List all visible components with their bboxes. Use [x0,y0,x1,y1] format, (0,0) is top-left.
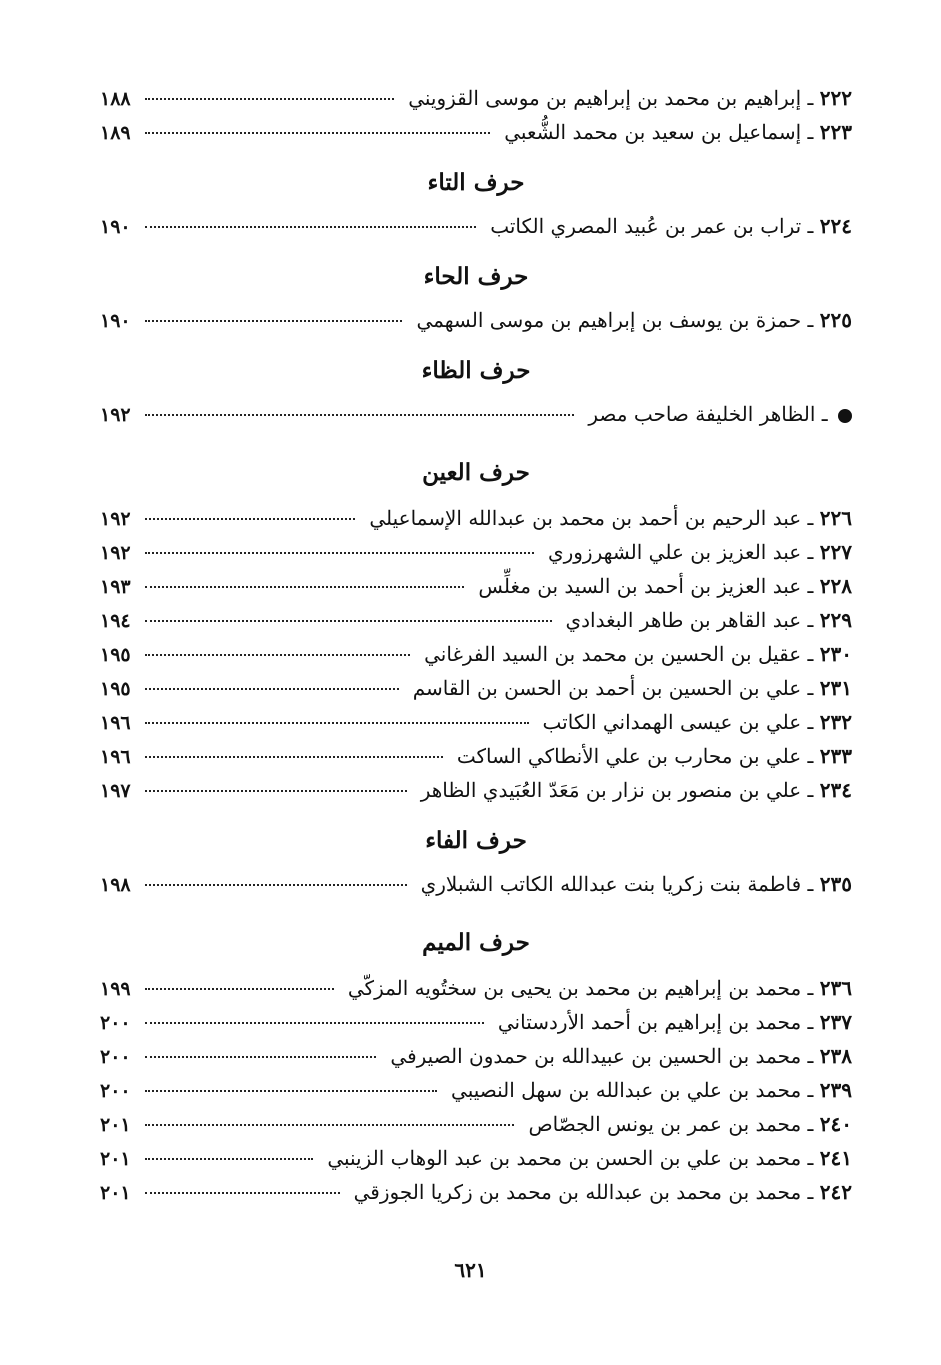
entry-page-number: ١٩٨ [100,874,131,896]
section-heading: حرف الظاء [421,357,531,384]
entry-page-number: ١٩٢ [100,404,131,426]
toc-entry [100,778,852,812]
entry-number: ٢٢٩ [819,608,852,632]
dot-leader [145,790,407,792]
entry-name: عبد القاهر بن طاهر البغدادي [565,608,802,632]
dot-leader [145,414,575,416]
toc-entry [100,976,852,1010]
toc-entry [100,1112,852,1146]
toc-entry [100,86,852,120]
bullet-icon [838,409,852,423]
entry-name: عبد العزيز بن أحمد بن السيد بن مغلِّس [478,574,802,598]
entry-number: ٢٢٥ [819,308,852,332]
entry-number: ٢٣٢ [819,710,852,734]
entry-page-number: ١٩٢ [100,508,131,530]
entry-text: ٢٣٣ ـ علي بن محارب بن علي الأنطاكي الساكت [456,744,852,768]
entry-number: ٢٣٦ [819,976,852,1000]
dot-leader [145,1124,515,1126]
entry-text: ٢٣٥ ـ فاطمة بنت زكريا بنت عبدالله الكاتب الشبلاري [420,872,852,896]
entry-text: ٢٣٦ ـ محمد بن إبراهيم بن محمد بن يحيى بن سختُويه المزكّي [347,976,852,1000]
entry-text: ٢٤٢ ـ محمد بن محمد بن عبدالله بن محمد بن زكريا الجوزقي [353,1180,852,1204]
entry-page-number: ١٩٠ [100,310,131,332]
entry-name: الظاهر الخليفة صاحب مصر [588,402,816,426]
toc-entry [100,120,852,154]
entry-text: ٢٣٤ ـ علي بن منصور بن نزار بن مَعَدّ العُبَيدي الظاهر [420,778,852,802]
entry-name: حمزة بن يوسف بن إبراهيم بن موسى السهمي [416,308,802,332]
entry-name: محمد بن الحسين بن عبيدالله بن حمدون الصيرفي [390,1044,802,1068]
dot-leader [145,552,534,554]
dot-leader [145,320,403,322]
toc-entry [100,1010,852,1044]
toc-entry [100,1044,852,1078]
entry-page-number: ١٩٧ [100,780,131,802]
toc-entry [100,1146,852,1180]
entry-page-number: ١٨٩ [100,122,131,144]
entry-page-number: ١٨٨ [100,88,131,110]
entry-text: ٢٣٧ ـ محمد بن إبراهيم بن أحمد الأردستاني [497,1010,852,1034]
dot-leader [145,1192,340,1194]
entry-page-number: ١٩٣ [100,576,131,598]
entry-text: ٢٢٤ ـ تراب بن عمر بن عُبيد المصري الكاتب [490,214,852,238]
entry-number: ٢٣٧ [819,1010,852,1034]
entry-number: ٢٣٥ [819,872,852,896]
toc-entry [100,1180,852,1214]
entry-page-number: ٢٠٠ [100,1012,131,1034]
entry-page-number: ١٩٥ [100,644,131,666]
dot-leader [145,688,399,690]
entry-name: محمد بن محمد بن عبدالله بن محمد بن زكريا الجوزقي [353,1180,802,1204]
entry-number: ٢٣١ [819,676,852,700]
entry-name: علي بن محارب بن علي الأنطاكي الساكت [456,744,802,768]
entry-number: ٢٣٩ [819,1078,852,1102]
dot-leader [145,518,356,520]
toc-entry [100,214,852,248]
section-heading: حرف العين [422,459,530,486]
entry-text: ـ الظاهر الخليفة صاحب مصر [588,402,852,426]
section-heading: حرف الفاء [425,827,527,854]
entry-name: فاطمة بنت زكريا بنت عبدالله الكاتب الشبلاري [420,872,802,896]
entry-number: ٢٤٠ [819,1112,852,1136]
entry-text: ٢٢٢ ـ إبراهيم بن محمد بن إبراهيم بن موسى القزويني [408,86,852,110]
entry-page-number: ٢٠٠ [100,1080,131,1102]
dot-leader [145,1158,314,1160]
toc-entry [100,1078,852,1112]
toc-entry [100,872,852,906]
toc-entry [100,744,852,778]
dot-leader [145,586,465,588]
dot-leader [145,1056,377,1058]
dot-leader [145,98,395,100]
entry-text: ٢٢٥ ـ حمزة بن يوسف بن إبراهيم بن موسى السهمي [416,308,852,332]
entry-text: ٢٢٩ ـ عبد القاهر بن طاهر البغدادي [565,608,852,632]
section-heading: حرف الحاء [423,263,529,290]
table-of-contents [100,86,852,1214]
entry-name: محمد بن إبراهيم بن محمد بن يحيى بن سختُويه المزكّي [347,976,802,1000]
toc-entry [100,642,852,676]
entry-name: إسماعيل بن سعيد بن محمد الشُّعبي [504,120,802,144]
entry-number: ٢٢٣ [819,120,852,144]
dot-leader [145,654,410,656]
entry-number: ٢٢٦ [819,506,852,530]
entry-number: ٢٤١ [819,1146,852,1170]
dot-leader [145,620,552,622]
entry-text: ٢٤٠ ـ محمد بن عمر بن يونس الجصّاص [528,1112,852,1136]
entry-text: ٢٢٧ ـ عبد العزيز بن علي الشهرزوري [547,540,852,564]
entry-number: ٢٣٤ [819,778,852,802]
entry-name: محمد بن عمر بن يونس الجصّاص [528,1112,802,1136]
entry-page-number: ١٩٦ [100,746,131,768]
entry-name: علي بن منصور بن نزار بن مَعَدّ العُبَيدي الظاهر [420,778,802,802]
entry-text: ٢٣١ ـ علي بن الحسين بن أحمد بن الحسن بن القاسم [412,676,852,700]
toc-entry [100,506,852,540]
entry-page-number: ٢٠١ [100,1114,131,1136]
entry-page-number: ٢٠٠ [100,1046,131,1068]
toc-entry [100,402,852,436]
entry-name: علي بن الحسين بن أحمد بن الحسن بن القاسم [412,676,802,700]
entry-number: ٢٣٣ [819,744,852,768]
entry-name: إبراهيم بن محمد بن إبراهيم بن موسى القزويني [408,86,802,110]
dot-leader [145,722,529,724]
entry-number: ٢٢٧ [819,540,852,564]
dot-leader [145,1090,437,1092]
page-number: ٦٢١ [454,1258,487,1282]
dot-leader [145,132,491,134]
entry-name: عبد العزيز بن علي الشهرزوري [547,540,802,564]
entry-page-number: ١٩٢ [100,542,131,564]
entry-number: ٢٢٢ [819,86,852,110]
entry-name: محمد بن علي بن الحسن بن محمد بن عبد الوهاب الزينبي [327,1146,802,1170]
dot-leader [145,988,334,990]
entry-text: ٢٢٦ ـ عبد الرحيم بن أحمد بن محمد بن عبدالله الإسماعيلي [369,506,852,530]
dot-leader [145,1022,484,1024]
entry-number: ٢٢٤ [819,214,852,238]
entry-text: ٢٤١ ـ محمد بن علي بن الحسن بن محمد بن عبد الوهاب الزينبي [327,1146,852,1170]
entry-name: علي بن عيسى الهمداني الكاتب [542,710,802,734]
dot-leader [145,226,477,228]
toc-entry [100,540,852,574]
toc-entry [100,574,852,608]
entry-page-number: ١٩٠ [100,216,131,238]
entry-text: ٢٢٣ ـ إسماعيل بن سعيد بن محمد الشُّعبي [504,120,852,144]
toc-entry [100,308,852,342]
entry-text: ٢٣٩ ـ محمد بن علي بن عبدالله بن سهل النصيبي [451,1078,852,1102]
entry-page-number: ١٩٥ [100,678,131,700]
toc-entry [100,608,852,642]
entry-page-number: ١٩٩ [100,978,131,1000]
dot-leader [145,756,443,758]
entry-text: ٢٣٨ ـ محمد بن الحسين بن عبيدالله بن حمدون الصيرفي [390,1044,852,1068]
section-heading: حرف الميم [422,929,530,956]
toc-entry [100,710,852,744]
entry-text: ٢٣٠ ـ عقيل بن الحسين بن محمد بن السيد الفرغاني [424,642,852,666]
entry-number: ٢٤٢ [819,1180,852,1204]
entry-name: محمد بن إبراهيم بن أحمد الأردستاني [497,1010,802,1034]
entry-number: ٢٣٠ [819,642,852,666]
entry-number: ٢٢٨ [819,574,852,598]
entry-name: عبد الرحيم بن أحمد بن محمد بن عبدالله الإسماعيلي [369,506,802,530]
entry-name: تراب بن عمر بن عُبيد المصري الكاتب [490,214,802,238]
entry-number: ٢٣٨ [819,1044,852,1068]
entry-page-number: ١٩٤ [100,610,131,632]
toc-entry [100,676,852,710]
entry-text: ٢٢٨ ـ عبد العزيز بن أحمد بن السيد بن مغلِّس [478,574,852,598]
entry-text: ٢٣٢ ـ علي بن عيسى الهمداني الكاتب [542,710,852,734]
entry-page-number: ١٩٦ [100,712,131,734]
section-heading: حرف التاء [427,169,525,196]
entry-page-number: ٢٠١ [100,1148,131,1170]
entry-page-number: ٢٠١ [100,1182,131,1204]
entry-name: عقيل بن الحسين بن محمد بن السيد الفرغاني [424,642,802,666]
entry-name: محمد بن علي بن عبدالله بن سهل النصيبي [451,1078,802,1102]
dot-leader [145,884,407,886]
